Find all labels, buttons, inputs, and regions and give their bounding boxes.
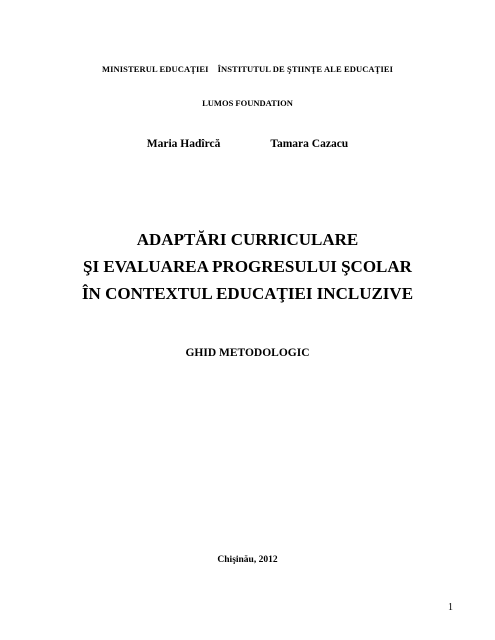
author-2: Tamara Cazacu — [270, 138, 349, 150]
author-1: Maria Hadîrcă — [146, 138, 221, 150]
institutions-header — [0, 64, 495, 74]
foundation-name: LUMOS FOUNDATION — [202, 98, 293, 108]
title-line-3: ÎN CONTEXTUL EDUCAŢIEI INCLUZIVE — [81, 284, 414, 303]
page-number: 1 — [448, 602, 453, 613]
ministry-name: MINISTERUL EDUCAŢIEI — [101, 64, 209, 74]
institute-name: ÎNSTITUTUL DE ŞTIINŢE ALE EDUCAŢIEI — [217, 64, 394, 74]
title-line-1: ADAPTĂRI CURRICULARE — [136, 230, 359, 249]
document-subtitle: GHID METODOLOGIC — [185, 347, 310, 359]
title-line-2: ŞI EVALUAREA PROGRESULUI ŞCOLAR — [83, 257, 412, 276]
authors-line — [0, 138, 495, 150]
place-and-year: Chişinău, 2012 — [217, 555, 278, 565]
document-title — [0, 226, 495, 307]
